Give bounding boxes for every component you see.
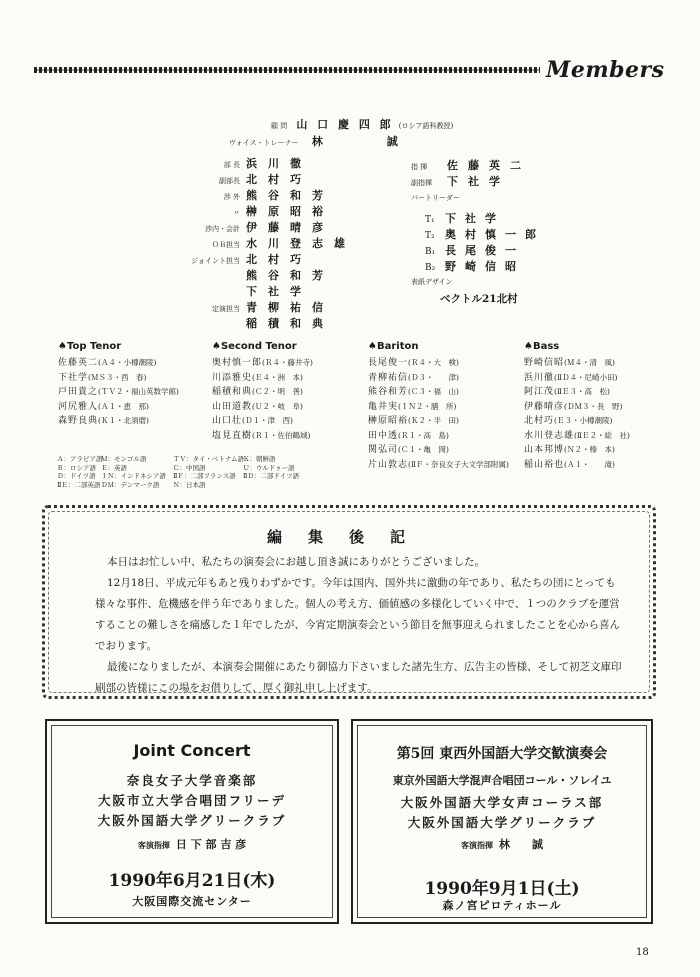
member-info: (Ｃ１・亀 岡) — [398, 445, 449, 454]
member-row — [58, 356, 179, 371]
member-name: 稲積和典 — [212, 387, 253, 397]
part-header — [368, 341, 418, 352]
afterword-title: 編集後記 — [266, 528, 431, 546]
member-info: (ＭＳ３・西 春) — [88, 372, 147, 382]
conductor-label: 客演指揮 — [461, 840, 493, 850]
member-info: (ＤＭ３・長 野) — [564, 401, 623, 411]
member-row — [524, 400, 630, 415]
legend-entry: Ｒ：ロシア語 — [57, 463, 96, 472]
advisor-role: 顧 問 — [271, 122, 288, 130]
legend-entry: Ｎ：日本語 — [173, 480, 206, 489]
officer-name: 伊藤晴彦 — [246, 221, 334, 234]
member-row — [524, 429, 630, 444]
officer-name: 水川登志雄 — [246, 237, 356, 250]
part-symbol: B₁ — [425, 247, 436, 257]
afterword-box — [42, 505, 656, 699]
member-name: 川添雅史 — [212, 372, 253, 383]
part-title: Bass — [532, 341, 560, 352]
officer-role: ＯＢ担当 — [212, 241, 240, 249]
concert-title: 第5回 東西外国語大学交歓演奏会 — [396, 746, 608, 762]
afterword-paragraph: 12月18日、平成元年もあと残りわずかです。今年は国内、国外共に激動の年であり、私たちの団にとっても様々な事件、危機感を伴う年でありました。個人の考え方、価値感の多様化していく中で、１つのクラブを運営することの難しさを痛感した１年でしたが、今宵定期演奏会という節目を無事迎えられましたことを心から喜んでおります。 — [95, 577, 620, 652]
member-info: (Ｃ２・明 善) — [252, 387, 303, 396]
exchange-concert-box — [351, 719, 653, 924]
cover-design-label: 表紙デザイン — [411, 278, 453, 286]
voice-trainer-role: ヴォイス・トレーナー — [229, 139, 299, 147]
officer-name: 稲積和典 — [246, 317, 334, 330]
member-row — [524, 443, 630, 458]
member-info: (Ｋ１・北須磨) — [98, 416, 149, 425]
concert-line: 奈良女子大学音楽部 — [126, 773, 258, 788]
spade-icon: ♠ — [212, 341, 221, 352]
part-member-list — [368, 356, 509, 472]
member-row — [524, 356, 630, 371]
advisor-name: 山 口 慶 四 郎 — [296, 118, 394, 131]
legend-entry: Ａ：アラビア語 — [57, 455, 103, 463]
part-leader-name: 長尾俊一 — [445, 244, 525, 257]
member-name: 熊谷和芳 — [368, 387, 409, 397]
member-info: (Ａ１・ 滝) — [564, 459, 615, 469]
spade-icon: ♠ — [368, 341, 377, 352]
member-name: 片山敦志 — [368, 459, 409, 470]
member-name: 浜川徹 — [524, 372, 555, 383]
spade-icon: ♠ — [58, 341, 67, 352]
member-row — [58, 385, 179, 400]
officer-role: 副部長 — [219, 177, 240, 185]
member-row — [58, 371, 179, 386]
member-row — [58, 414, 179, 429]
member-name: 亀井実 — [368, 401, 399, 412]
legend-row — [57, 464, 303, 473]
member-name: 奥村慎一郎 — [212, 358, 263, 368]
legend-entry: Ｅ：英語 — [101, 463, 127, 472]
page-title: Members — [546, 57, 665, 83]
concert-line: 東京外国語大学混声合唱団コール・ソレイユ — [392, 774, 612, 787]
part-leader-row — [425, 255, 525, 274]
officer-role: 副指揮 — [411, 179, 432, 187]
part-title: Second Tenor — [220, 341, 297, 352]
part-leaders-label: パートリーダー — [411, 194, 460, 202]
member-info: (Ｄ３・ 津) — [408, 372, 459, 382]
concert-line: 大阪市立大学合唱団フリーデ — [97, 793, 286, 808]
member-name: 佐藤英二 — [58, 358, 99, 368]
member-info: (Ｍ４・清 風) — [564, 358, 615, 367]
concert-date: 1990年6月21日(木) — [108, 871, 276, 891]
member-name: 野崎信昭 — [524, 358, 565, 368]
officer-sub-conductor — [411, 170, 510, 189]
officer-name: 下社学 — [246, 285, 312, 298]
officer-role: 指 揮 — [411, 163, 428, 171]
voice-trainer-name: 林 誠 — [311, 135, 412, 148]
member-row — [368, 443, 509, 458]
member-row — [368, 385, 509, 400]
member-info: (ⅡＥ２・総 社) — [574, 430, 630, 440]
legend-entry: ⅡＥ：二部英語 — [57, 480, 101, 489]
officer-name: 榊原昭裕 — [246, 205, 334, 218]
member-row — [58, 400, 179, 415]
legend-entry: Ｋ：朝鮮語 — [243, 455, 276, 463]
officer-name: 佐藤英二 — [447, 159, 531, 172]
part-member-list — [212, 356, 313, 443]
member-name: 阿江茂 — [524, 387, 555, 397]
member-name: 山本邦博 — [524, 445, 565, 455]
member-name: 山田道教 — [212, 401, 253, 412]
legend-entry: Ｕ：ウルドゥー語 — [243, 463, 295, 472]
member-info: (ⅡＤ４・尼崎小田) — [554, 372, 618, 382]
concert-venue: 森ノ宮ピロティホール — [442, 899, 562, 912]
officer-row — [176, 312, 334, 331]
member-info: (Ａ１・恵 那) — [98, 401, 149, 411]
legend-row — [57, 472, 303, 481]
part-header — [524, 341, 559, 352]
advisor-note: (ロシア語科教授) — [398, 122, 454, 130]
member-name: 塩見直樹 — [212, 430, 253, 441]
officer-name: 熊谷和芳 — [246, 269, 334, 282]
officer-name: 北村巧 — [246, 253, 312, 266]
officer-name: 下社学 — [447, 175, 510, 188]
member-row — [212, 371, 313, 386]
member-row — [524, 458, 630, 473]
legend-entry: Ｃ：中国語 — [173, 463, 206, 472]
part-symbol: B₂ — [425, 263, 436, 273]
member-row — [368, 429, 509, 444]
member-info: (Ａ４・小樽潮陵) — [98, 358, 157, 367]
member-info: (Ｕ２・岐 阜) — [252, 401, 303, 411]
member-name: 青柳祐信 — [368, 372, 409, 383]
part-member-list — [58, 356, 179, 429]
language-legend — [57, 455, 303, 489]
member-info: (ⅡＦ・奈良女子大文学部附属) — [408, 459, 509, 469]
afterword-paragraph: 本日はお忙しい中、私たちの演奏会にお越し頂き誠にありがとうございました。 — [107, 556, 485, 568]
member-info: (Ｒ１・高 島) — [398, 430, 449, 440]
conductor-name: 林 誠 — [499, 838, 543, 851]
part-title: Bariton — [376, 341, 419, 352]
member-info: (Ｄ１・津 西) — [242, 416, 293, 425]
concert-line: 大阪外国語大学女声コーラス部 — [400, 795, 604, 810]
member-name: 水川登志雄 — [524, 430, 575, 441]
member-name: 田中透 — [368, 430, 399, 441]
member-name: 河尻雅人 — [58, 401, 99, 412]
part-header — [58, 341, 121, 352]
member-row — [524, 414, 630, 429]
legend-entry: ＤＭ：デンマーク語 — [101, 480, 160, 489]
conductor-name: 日 下 部 吉 彦 — [175, 838, 247, 851]
member-row — [524, 371, 630, 386]
page-number: 18 — [636, 947, 649, 958]
member-row — [212, 400, 313, 415]
member-row — [212, 414, 313, 429]
member-row — [212, 385, 313, 400]
legend-entry: Ｍ：モンゴル語 — [101, 455, 147, 463]
member-row — [212, 356, 313, 371]
member-info: (ＴＶ２・福山英数学館) — [98, 387, 179, 396]
conductor-label: 客演指揮 — [137, 840, 170, 850]
part-title: Top Tenor — [66, 341, 122, 352]
member-row — [368, 356, 509, 371]
officer-role: 定演担当 — [212, 305, 240, 313]
member-info: (Ｃ３・福 山) — [408, 387, 459, 396]
officer-name: 熊谷和芳 — [246, 189, 334, 202]
concert-conductor — [353, 836, 651, 852]
concert-title: Joint Concert — [133, 741, 251, 760]
officer-role: ジョイント担当 — [191, 257, 240, 265]
legend-entry: Ｄ：ドイツ語 — [57, 472, 96, 480]
officer-role: 渉 外 — [223, 193, 240, 201]
afterword-paragraph: 最後になりましたが、本演奏会開催にあたり御協力下さいました諸先生方、広告主の皆様、そして初芝文庫印刷部の皆様にこの場をお借りして、厚く御礼申し上げます。 — [95, 661, 622, 694]
member-info: (ＩＮ２・膳 所) — [398, 401, 457, 411]
member-name: 下社学 — [58, 372, 89, 383]
member-info: (Ｅ３・小樽潮陵) — [554, 416, 613, 425]
member-info: (Ｒ４・藤井寺) — [262, 358, 313, 367]
member-row — [524, 385, 630, 400]
officer-name: 青柳祐信 — [246, 301, 334, 314]
member-row — [368, 400, 509, 415]
member-name: 森野良典 — [58, 416, 99, 426]
header-rule — [34, 67, 540, 73]
concert-line: 大阪外国語大学グリークラブ — [97, 813, 287, 828]
member-row — [368, 414, 509, 429]
member-row — [368, 371, 509, 386]
concert-conductor — [47, 836, 337, 852]
legend-row — [57, 481, 303, 490]
member-row — [368, 458, 509, 473]
concert-venue: 大阪国際交流センター — [132, 895, 252, 908]
part-member-list — [524, 356, 630, 472]
member-name: 戸田貴之 — [58, 387, 99, 397]
spade-icon: ♠ — [524, 341, 533, 352]
legend-entry: ⅡＤ：二部ドイツ語 — [243, 472, 300, 480]
concert-date: 1990年9月1日(土) — [424, 879, 580, 899]
part-header — [212, 341, 297, 352]
member-name: 榊原昭裕 — [368, 416, 409, 426]
officer-role: 部 長 — [223, 161, 240, 169]
part-leader-name: 野崎信昭 — [445, 260, 525, 273]
member-info: (Ｅ４・洲 本) — [252, 372, 303, 382]
officer-name: 浜川徹 — [246, 157, 312, 170]
part-leader-name: 奥村慎一郎 — [445, 228, 545, 241]
legend-entry: ＩＮ：インドネシア語 — [101, 472, 166, 480]
member-name: 稲山裕也 — [524, 459, 565, 470]
member-info: (ⅡＥ３・高 松) — [554, 387, 610, 396]
part-leader-name: 下社学 — [445, 212, 505, 225]
officer-role: 〃 — [233, 209, 240, 217]
member-name: 長尾俊一 — [368, 358, 409, 368]
member-name: 伊藤晴彦 — [524, 401, 565, 412]
concert-line: 大阪外国語大学グリークラブ — [407, 815, 597, 830]
member-name: 関弘司 — [368, 445, 399, 455]
legend-entry: ＴＶ：タイ・ベトナム語 — [173, 455, 245, 463]
officer-role: 渉内・会計 — [205, 225, 240, 233]
member-info: (Ｋ２・半 田) — [408, 416, 459, 425]
member-row — [212, 429, 313, 444]
joint-concert-box — [45, 719, 339, 924]
member-info: (Ｎ２・榛 本) — [564, 445, 615, 454]
voice-trainer-row — [229, 130, 412, 149]
cover-design-name: ベクトル21北村 — [440, 293, 518, 305]
legend-row — [57, 455, 303, 464]
part-symbol: T₁ — [425, 215, 435, 225]
member-name: 山口壮 — [212, 416, 243, 426]
part-symbol: T₂ — [425, 231, 435, 241]
member-info: (Ｒ１・佐伯鶴城) — [252, 430, 311, 440]
member-name: 北村巧 — [524, 416, 555, 426]
member-info: (Ｒ４・大 検) — [408, 358, 459, 367]
legend-entry: ⅡＦ：二部フランス語 — [173, 472, 236, 480]
officer-name: 北村巧 — [246, 173, 312, 186]
